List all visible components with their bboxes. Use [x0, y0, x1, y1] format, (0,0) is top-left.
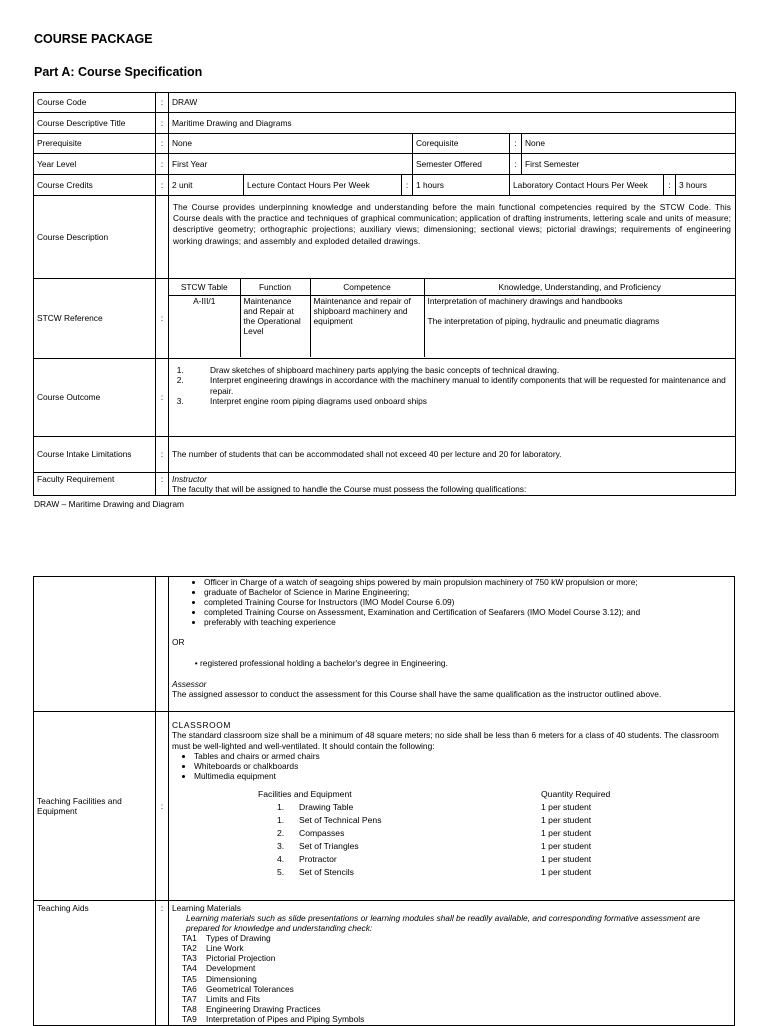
value: The Course provides underpinning knowledge and understanding before the main functional competencies required by the STCW Code. This Course deals with the practice and techniques of graphical communication; application of drafting instruments, lettering scale and units of measure; descriptive geometry; orthographic projections; auxiliary views; dimensioning; sectional views; pictorial drawings; requirements of engineering working drawings; and assembly and exploded detailed drawings.: [169, 196, 736, 279]
outcome-item: 2. Interpret engineering drawings in accordance with the machinery manual to identify components that will be requested for maintenance and repair.: [186, 375, 732, 396]
row-course-description: [34, 196, 736, 279]
equipment-name: Set of Triangles: [299, 840, 359, 851]
colon: :: [664, 175, 676, 196]
colon: :: [510, 154, 522, 175]
lab-hours-label: Laboratory Contact Hours Per Week: [510, 175, 664, 196]
label: Course Code: [34, 93, 156, 113]
stcw-header: STCW Table: [169, 279, 240, 295]
equipment-number: 5.: [277, 866, 285, 877]
row-teaching-aids: [34, 901, 735, 1026]
equipment-name: Set of Technical Pens: [299, 814, 382, 825]
label: Course Outcome: [34, 359, 156, 437]
row-stcw-reference: [34, 279, 736, 359]
lecture-hours-value: 1 hours: [413, 175, 510, 196]
teaching-aid-code: TA6: [182, 983, 197, 994]
assessor-text: The assigned assessor to conduct the assessment for this Course shall have the same qualification as the instructor outlined above.: [172, 688, 662, 699]
row-course-code: [34, 93, 736, 113]
qualification-list: [172, 577, 731, 627]
teaching-aid-name: Geometrical Tolerances: [206, 983, 294, 994]
row-teaching-facilities: [34, 712, 735, 901]
equipment-table: [172, 789, 731, 887]
row-faculty-requirement: [34, 473, 736, 496]
lecture-hours-label: Lecture Contact Hours Per Week: [244, 175, 402, 196]
row-prerequisite: [34, 134, 736, 154]
teaching-aid-item: [182, 1014, 731, 1024]
equipment-quantity: 1 per student: [541, 814, 592, 825]
equipment-item: [277, 841, 359, 851]
teaching-aid-name: Limits and Fits: [206, 993, 260, 1004]
teaching-aid-code: TA1: [182, 933, 197, 944]
corequisite-label: Corequisite: [413, 134, 510, 154]
stcw-table-value: A-III/1: [169, 295, 240, 357]
equipment-number: 2.: [277, 827, 285, 838]
colon: :: [156, 473, 169, 496]
classroom-item: • Tables and chairs or armed chairs: [194, 751, 731, 761]
equipment-quantity: 1 per student: [541, 827, 592, 838]
value: The number of students that can be accommodated shall not exceed 40 per lecture and 20 for laboratory.: [169, 437, 736, 473]
teaching-aid-item: [182, 984, 731, 994]
classroom-items: [172, 751, 731, 781]
label: Year Level: [34, 154, 156, 175]
teaching-aid-name: Types of Drawing: [206, 933, 271, 944]
classroom-text: The standard classroom size shall be a minimum of 48 square meters; no side shall be less than 6 meters for a class of 40 students. The classroom must be well-lighted and well-ventilated. It should contain the following:: [172, 730, 719, 751]
stcw-function: Maintenance and Repair at the Operational Level: [240, 295, 310, 357]
row-intake-limitations: [34, 437, 736, 473]
stcw-header: Function: [240, 279, 310, 295]
outcome-list: [172, 365, 732, 406]
learning-materials-intro: Learning materials such as slide presentations or learning modules shall be readily available, and corresponding formative assessment are prepared for knowledge and understanding check:: [186, 913, 700, 934]
qualification-item: • preferably with teaching experience: [204, 617, 731, 627]
label: Faculty Requirement: [34, 473, 156, 496]
equipment-number: 4.: [277, 853, 285, 864]
label: Course Credits: [34, 175, 156, 196]
equipment-item: [277, 854, 337, 864]
value: First Year: [169, 154, 413, 175]
kup-item: The interpretation of piping, hydraulic and pneumatic diagrams: [427, 315, 660, 326]
stcw-table: [169, 279, 735, 357]
faculty-text: The faculty that will be assigned to handle the Course must possess the following qualifications:: [172, 484, 527, 495]
colon: :: [156, 113, 169, 134]
equipment-number: 3.: [277, 840, 285, 851]
semester-label: Semester Offered: [413, 154, 510, 175]
value: Maritime Drawing and Diagrams: [169, 113, 736, 134]
teaching-aid-item: [182, 1004, 731, 1014]
semester-value: First Semester: [522, 154, 736, 175]
colon: [156, 196, 169, 279]
teaching-aid-name: Line Work: [206, 943, 244, 954]
colon: :: [156, 279, 169, 359]
qualification-item: • completed Training Course on Assessment, Examination and Certification of Seafarers (IMO Model Course 3.12); and: [204, 607, 731, 617]
teaching-aid-item: [182, 963, 731, 973]
equipment-quantity: 1 per student: [541, 866, 592, 877]
colon: :: [156, 175, 169, 196]
teaching-aid-name: Development: [206, 963, 256, 974]
value: None: [169, 134, 413, 154]
value: DRAW: [169, 93, 736, 113]
quantity-header: Quantity Required: [541, 788, 611, 799]
instructor-label: Instructor: [172, 474, 207, 484]
teaching-aid-code: TA5: [182, 973, 197, 984]
label: Course Descriptive Title: [34, 113, 156, 134]
label: Teaching Aids: [34, 901, 156, 1026]
label: Prerequisite: [34, 134, 156, 154]
label: [34, 577, 156, 712]
classroom-item: • Multimedia equipment: [194, 771, 731, 781]
colon: :: [156, 901, 169, 1026]
equipment-name: Drawing Table: [299, 801, 354, 812]
equipment-name: Protractor: [299, 853, 337, 864]
teaching-aid-code: TA4: [182, 963, 197, 974]
label: STCW Reference: [34, 279, 156, 359]
classroom-item: • Whiteboards or chalkboards: [194, 761, 731, 771]
qualification-item: • registered professional holding a bachelor's degree in Engineering.: [200, 658, 731, 668]
qualification-item: • Officer in Charge of a watch of seagoing ships powered by main propulsion machinery of 750 kW propulsion or more;: [204, 577, 731, 587]
equipment-quantity: 1 per student: [541, 840, 592, 851]
colon: :: [156, 93, 169, 113]
page-footer: DRAW – Maritime Drawing and Diagram: [34, 499, 185, 509]
colon: :: [156, 437, 169, 473]
section-heading: Part A: Course Specification: [34, 65, 203, 79]
classroom-title: CLASSROOM: [172, 720, 231, 730]
colon: :: [402, 175, 413, 196]
equipment-item: [277, 815, 382, 825]
equipment-number: 1.: [277, 801, 285, 812]
equipment-item: [277, 828, 344, 838]
stcw-competence: Maintenance and repair of shipboard machinery and equipment: [310, 295, 424, 357]
assessor-label: Assessor: [172, 678, 207, 689]
or-label: OR: [172, 637, 185, 648]
colon: :: [156, 712, 169, 901]
qualification-item: • graduate of Bachelor of Science in Marine Engineering;: [204, 587, 731, 597]
teaching-aid-name: Dimensioning: [206, 973, 257, 984]
colon: [156, 577, 169, 712]
equipment-header: Facilities and Equipment: [258, 788, 352, 799]
teaching-aid-code: TA2: [182, 943, 197, 954]
colon: :: [156, 359, 169, 437]
teaching-aid-name: Engineering Drawing Practices: [206, 1003, 321, 1014]
outcome-item: 3. Interpret engine room piping diagrams used onboard ships: [186, 396, 732, 406]
colon: :: [510, 134, 522, 154]
equipment-name: Set of Stencils: [299, 866, 354, 877]
teaching-aid-item: [182, 974, 731, 984]
kup-item: Interpretation of machinery drawings and handbooks: [427, 295, 623, 306]
teaching-aid-item: [182, 933, 731, 943]
row-course-outcome: [34, 359, 736, 437]
teaching-aid-code: TA3: [182, 953, 197, 964]
row-course-credits: [34, 175, 736, 196]
course-spec-table: [33, 92, 736, 496]
teaching-aid-code: TA7: [182, 993, 197, 1004]
equipment-quantity: 1 per student: [541, 853, 592, 864]
stcw-kup: [424, 295, 735, 357]
qualification-item: • completed Training Course for Instructors (IMO Model Course 6.09): [204, 597, 731, 607]
value: 2 unit: [169, 175, 244, 196]
teaching-aid-code: TA9: [182, 1013, 197, 1024]
teaching-aid-item: [182, 994, 731, 1004]
row-year-level: [34, 154, 736, 175]
row-course-title: [34, 113, 736, 134]
teaching-aid-name: Pictorial Projection: [206, 953, 276, 964]
row-faculty-continued: [34, 577, 735, 712]
equipment-item: [277, 802, 353, 812]
equipment-number: 1.: [277, 814, 285, 825]
equipment-quantity: 1 per student: [541, 801, 592, 812]
colon: :: [156, 134, 169, 154]
alt-qualification-list: [172, 658, 731, 668]
colon: :: [156, 154, 169, 175]
corequisite-value: None: [522, 134, 736, 154]
label: Teaching Facilities and Equipment: [34, 712, 156, 901]
lab-hours-value: 3 hours: [676, 175, 736, 196]
label: Course Intake Limitations: [34, 437, 156, 473]
document-heading: COURSE PACKAGE: [34, 32, 153, 46]
label: Course Description: [34, 196, 156, 279]
teaching-aid-name: Interpretation of Pipes and Piping Symbols: [206, 1013, 365, 1024]
equipment-name: Compasses: [299, 827, 345, 838]
stcw-header: Knowledge, Understanding, and Proficiency: [424, 279, 735, 295]
learning-materials-title: Learning Materials: [172, 903, 241, 913]
stcw-header: Competence: [310, 279, 424, 295]
teaching-aid-item: [182, 953, 731, 963]
teaching-aid-item: [182, 943, 731, 953]
course-spec-table-continued: [33, 576, 735, 1026]
teaching-aid-code: TA8: [182, 1003, 197, 1014]
outcome-item: 1. Draw sketches of shipboard machinery parts applying the basic concepts of technical drawing.: [186, 365, 732, 375]
equipment-item: [277, 867, 354, 877]
